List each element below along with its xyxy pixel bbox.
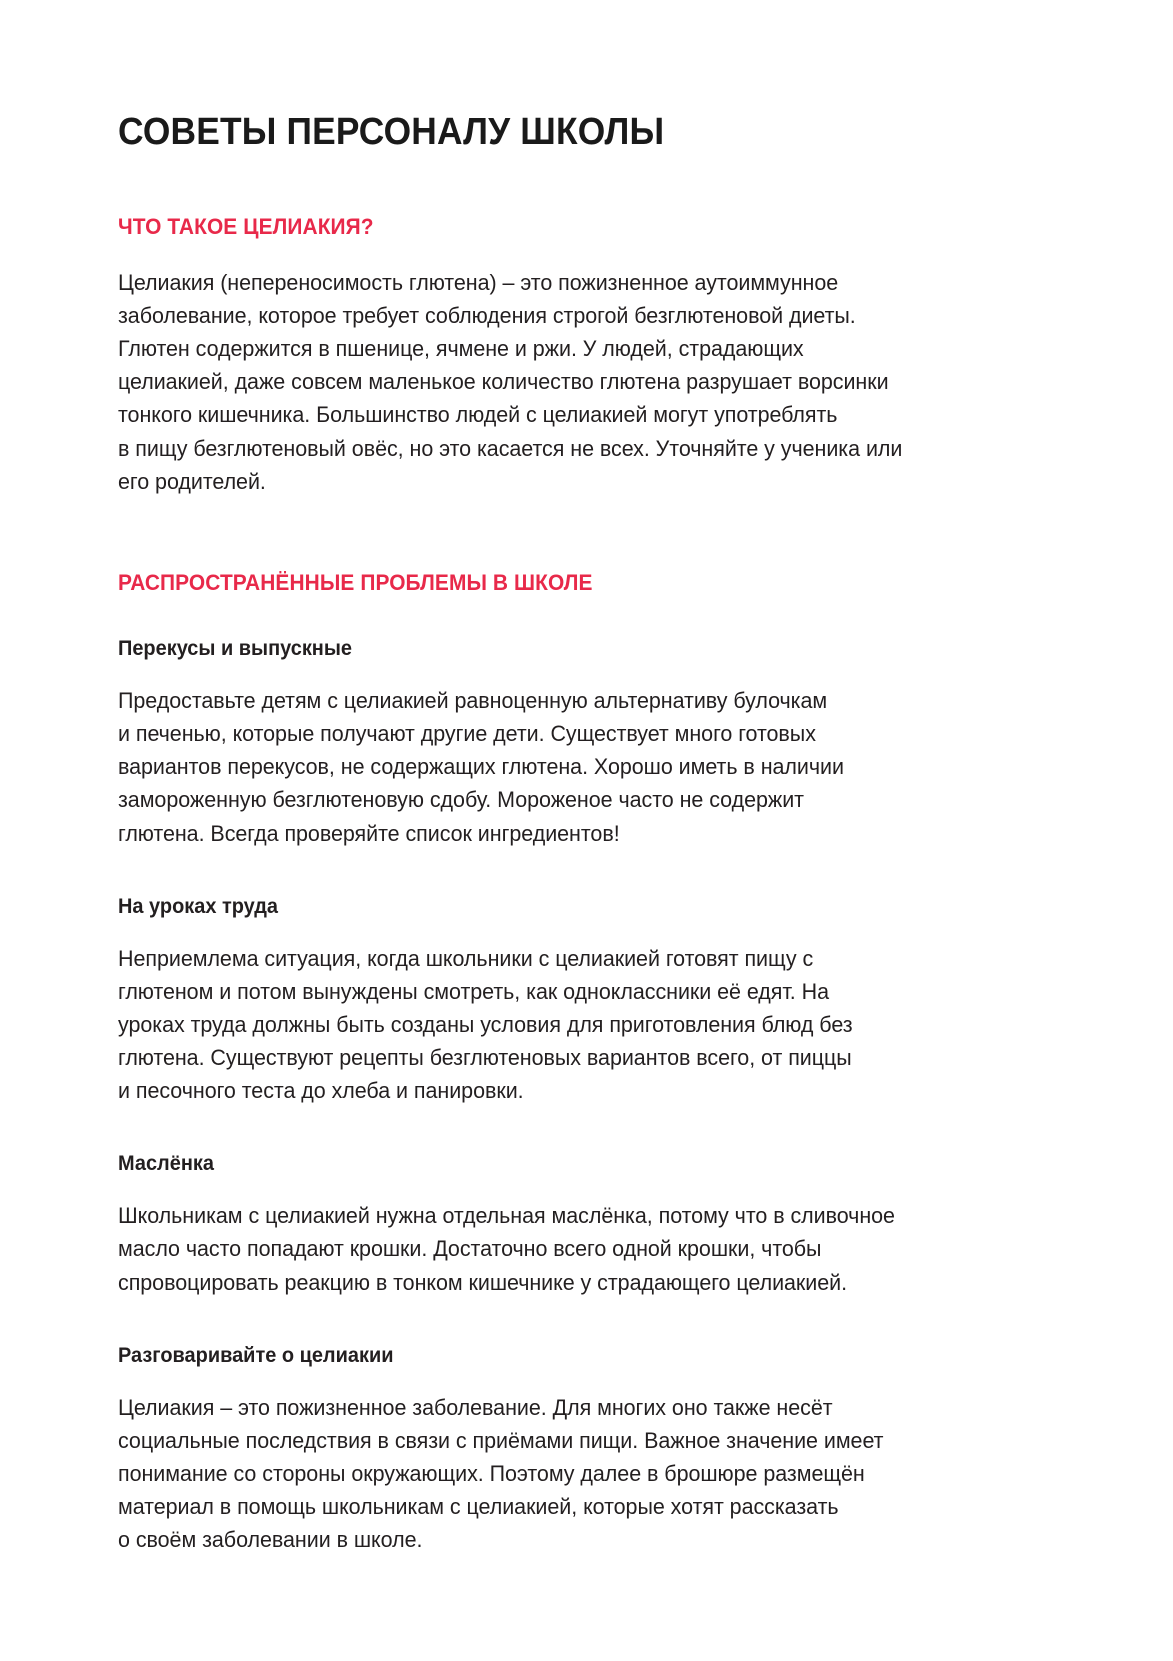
subheading-talk-about-celiac: Разговаривайте о целиакии (118, 1343, 394, 1367)
text-line: и печенью, которые получают другие дети. Существует много готовых (118, 721, 816, 747)
text-line: глютена. Существуют рецепты безглютеновых вариантов всего, от пиццы (118, 1045, 852, 1071)
section-heading-common-problems: РАСПРОСТРАНЁННЫЕ ПРОБЛЕМЫ В ШКОЛЕ (118, 569, 593, 595)
text-line: Неприемлема ситуация, когда школьники с целиакией готовят пищу с (118, 945, 814, 971)
subheading-snacks-and-parties: Перекусы и выпускные (118, 637, 352, 661)
text-line: понимание со стороны окружающих. Поэтому далее в брошюре размещён (118, 1460, 865, 1486)
text-line: социальные последствия в связи с приёмами пищи. Важное значение имеет (118, 1427, 884, 1453)
text-line: глютеном и потом вынуждены смотреть, как одноклассники её едят. На (118, 978, 830, 1004)
text-line: заболевание, которое требует соблюдения строгой безглютеновой диеты. (118, 303, 856, 329)
subheading-home-economics: На уроках труда (118, 894, 279, 918)
text-line: Целиакия – это пожизненное заболевание. Для многих оно также несёт (118, 1394, 833, 1420)
text-line: вариантов перекусов, не содержащих глютена. Хорошо иметь в наличии (118, 754, 844, 780)
text-line: и песочного теста до хлеба и панировки. (118, 1078, 524, 1104)
text-line: о своём заболевании в школе. (118, 1527, 423, 1553)
text-line: Целиакия (непереносимость глютена) – это пожизненное аутоиммунное (118, 270, 839, 296)
text-line: масло часто попадают крошки. Достаточно всего одной крошки, чтобы (118, 1236, 822, 1262)
text-line: Предоставьте детям с целиакией равноценную альтернативу булочкам (118, 688, 828, 714)
subheading-butter-dish: Маслёнка (118, 1152, 214, 1176)
text-line: тонкого кишечника. Большинство людей с целиакией могут употреблять (118, 402, 838, 428)
text-line: материал в помощь школьникам с целиакией, которые хотят рассказать (118, 1494, 839, 1520)
text-line: уроках труда должны быть созданы условия для приготовления блюд без (118, 1011, 853, 1037)
subsection-paragraph-home-economics (118, 942, 1023, 1107)
text-line: глютена. Всегда проверяйте список ингредиентов! (118, 820, 620, 846)
section-heading-what-is-celiac: ЧТО ТАКОЕ ЦЕЛИАКИЯ? (118, 213, 374, 239)
subsection-paragraph-talk-about-celiac (118, 1391, 1023, 1556)
text-line: спровоцировать реакцию в тонком кишечнике у страдающего целиакией. (118, 1269, 848, 1295)
subsection-paragraph-snacks-and-parties (118, 684, 1023, 849)
text-line: целиакией, даже совсем маленькое количество глютена разрушает ворсинки (118, 369, 889, 395)
text-line: Глютен содержится в пшенице, ячмене и ржи. У людей, страдающих (118, 336, 804, 362)
text-line: Школьникам с целиакией нужна отдельная маслёнка, потому что в сливочное (118, 1203, 895, 1229)
text-line: его родителей. (118, 468, 266, 494)
page-content (118, 112, 1023, 1556)
text-line: в пищу безглютеновый овёс, но это касается не всех. Уточняйте у ученика или (118, 435, 903, 461)
section-paragraph-what-is-celiac (118, 266, 1023, 497)
page-title: СОВЕТЫ ПЕРСОНАЛУ ШКОЛЫ (118, 111, 665, 153)
text-line: замороженную безглютеновую сдобу. Мороженое часто не содержит (118, 787, 804, 813)
subsection-paragraph-butter-dish (118, 1199, 1023, 1298)
